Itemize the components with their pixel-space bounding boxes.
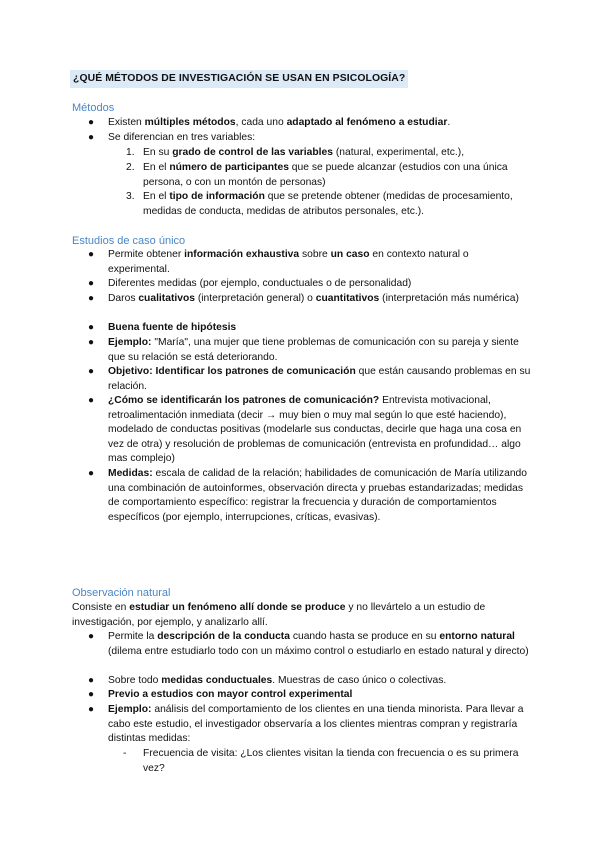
bullet-icon: ● [88, 631, 95, 642]
list-item: ● Previo a estudios con mayor control experimental [108, 688, 533, 703]
list-item: ● Ejemplo: análisis del comportamiento de los clientes en una tienda minorista. Para llevar a cabo este estudio, el investigador observaría a los clientes mientras compran y registraría distintas medidas: [88, 704, 524, 744]
section-heading-caso-unico: Estudios de caso único [72, 235, 186, 247]
section-heading-metodos: Métodos [72, 102, 115, 114]
list-item: ● Permite obtener información exhaustiva sobre un caso en contexto natural o experimental. [88, 249, 469, 275]
page-title: ¿QUÉ MÉTODOS DE INVESTIGACIÓN SE USAN EN PSICOLOGÍA? [70, 70, 408, 88]
bullet-icon: ● [88, 249, 95, 260]
list-item: ● Buena fuente de hipótesis [108, 321, 533, 336]
list-item: ● Daros cualitativos (interpretación general) o cuantitativos (interpretación más numérica) [108, 292, 533, 307]
bullet-icon: ● [88, 293, 95, 304]
bullet-icon: ● [88, 278, 95, 289]
section-heading-observacion: Observación natural [72, 587, 171, 599]
list-item: ● Objetivo: Identificar los patrones de comunicación que están causando problemas en su relación. [88, 366, 531, 392]
list-item: ● Sobre todo medidas conductuales. Muestras de caso único o colectivas. [108, 674, 533, 689]
bullet-icon: ● [88, 689, 95, 700]
dash-item: - Frecuencia de visita: ¿Los clientes visitan la tienda con frecuencia o es su primera vez? [123, 748, 519, 774]
list-item: ● Permite la descripción de la conducta cuando hasta se produce en su entorno natural (dilema entre estudiarlo todo con un máximo control o estudiarlo en estado natural y directo) [88, 631, 529, 657]
bullet-icon: ● [88, 704, 95, 715]
numbered-item: 1. En su grado de control de las variables (natural, experimental, etc.), [126, 147, 465, 158]
list-item: ● Diferentes medidas (por ejemplo, conductuales o de personalidad) [108, 277, 533, 292]
bullet-icon: ● [88, 468, 95, 479]
list-item: ● Existen múltiples métodos, cada uno adaptado al fenómeno a estudiar. [108, 116, 533, 131]
bullet-icon: ● [88, 322, 95, 333]
bullet-icon: ● [88, 366, 95, 377]
numbered-item: 2. En el número de participantes que se puede alcanzar (estudios con una única persona, o con un montón de personas) [126, 162, 508, 188]
bullet-icon: ● [88, 117, 95, 128]
bullet-icon: ● [88, 395, 95, 406]
list-item: ● Medidas: escala de calidad de la relación; habilidades de comunicación de María utilizando una combinación de autoinformes, observación directa y pruebas estandarizadas; medidas de comportamiento específico: registrar la frecuencia y duración de comportamientos específicos (por ejemplo, interrupciones, críticas, evasivas). [88, 468, 527, 523]
bullet-icon: ● [88, 337, 95, 348]
list-item: ● ¿Cómo se identificarán los patrones de comunicación? Entrevista motivacional, retroalimentación inmediata (decir → muy bien o muy mal según lo que esté haciendo), modelado de conductas positivas (modelarle sus conductas, decirle que haga una cosa en vez de otra) y resolución de problemas de comunicación (entrevista en profundidad… algo mas complejo) [88, 395, 522, 464]
bullet-icon: ● [88, 132, 95, 143]
intro-paragraph: Consiste en estudiar un fenómeno allí donde se produce y no llevártelo a un estudio de investigación, por ejemplo, y analizarlo allí. [72, 602, 486, 628]
list-item: ● Se diferencian en tres variables: [108, 131, 533, 146]
numbered-item: 3. En el tipo de información que se pretende obtener (medidas de procesamiento, medidas de conducta, medidas de atributos personales, etc.). [126, 191, 513, 217]
list-item: ● Ejemplo: "María", una mujer que tiene problemas de comunicación con su pareja y siente que su relación se está deteriorando. [88, 337, 519, 363]
bullet-icon: ● [88, 675, 95, 686]
